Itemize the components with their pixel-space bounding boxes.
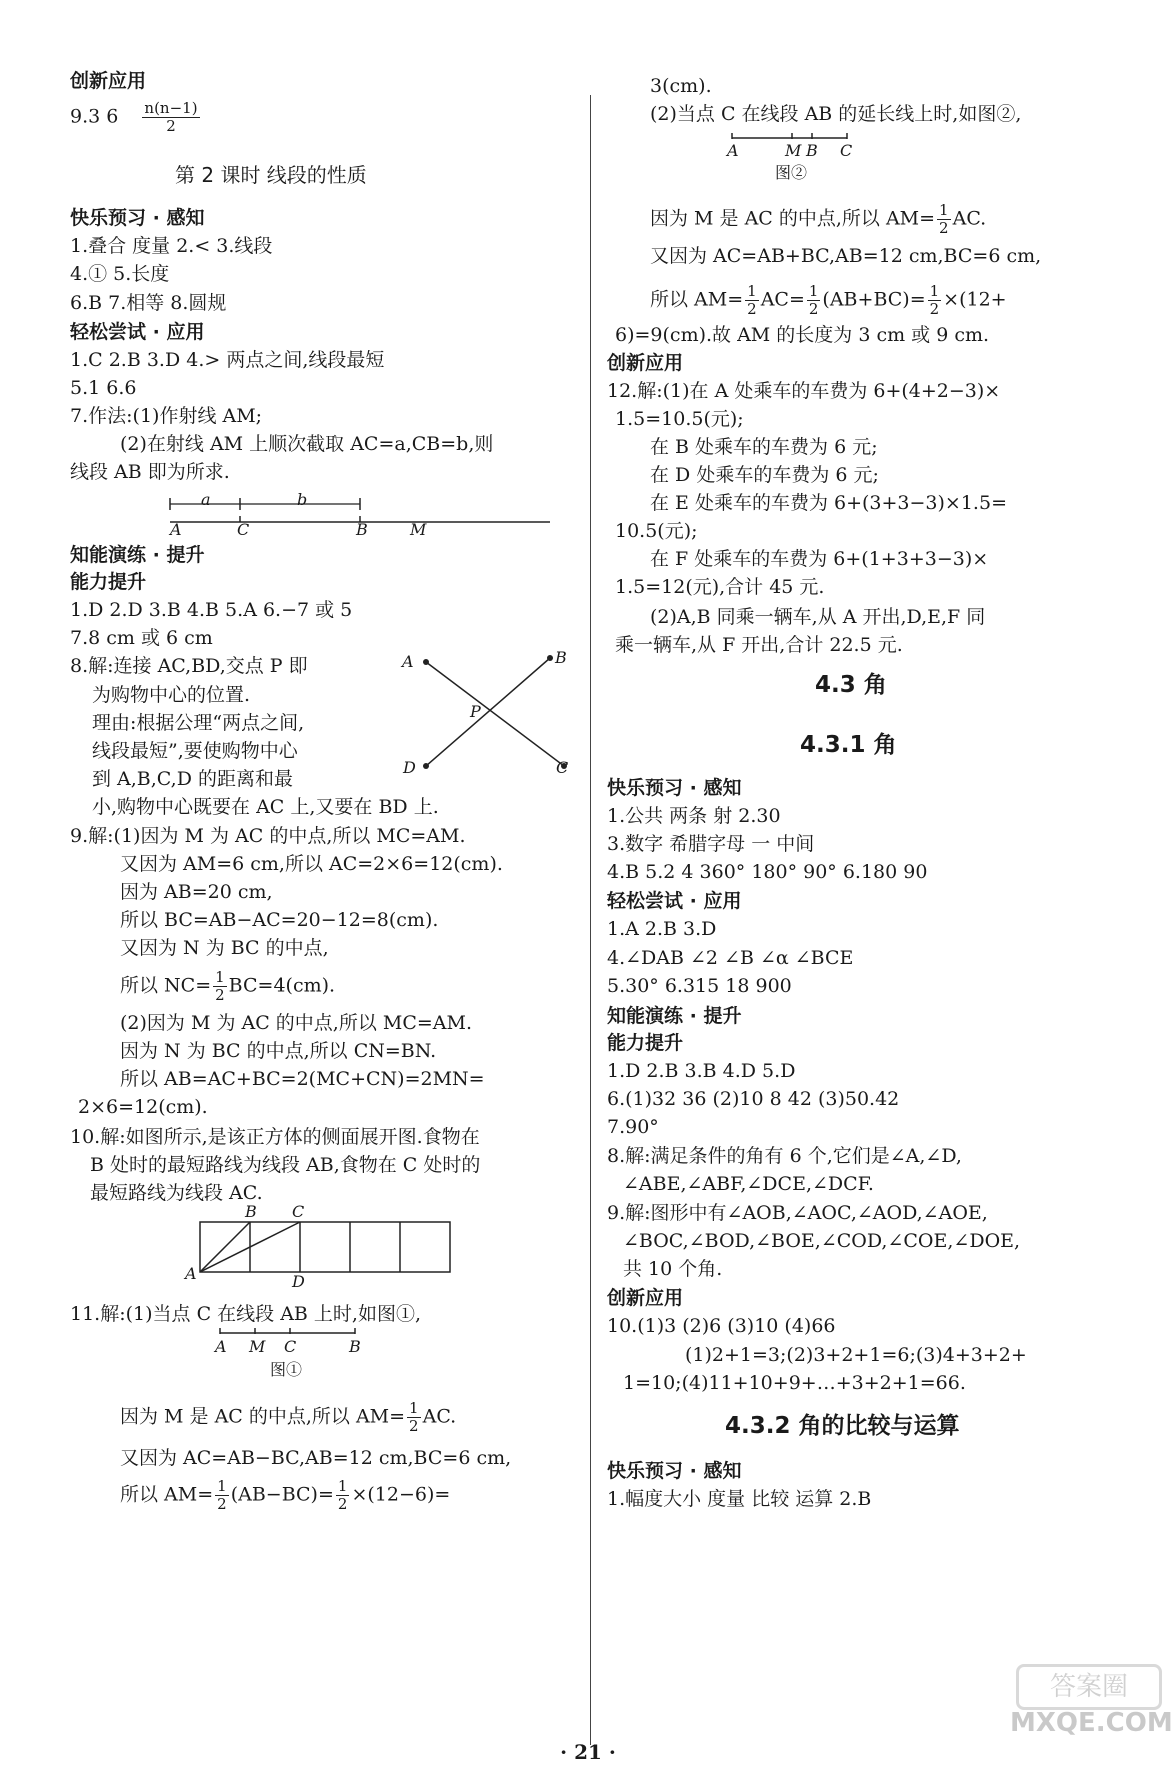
answer-line: 为购物中心的位置. [92,684,251,706]
answer-line [650,283,1007,318]
answer-line: 7.90° [607,1116,659,1138]
section-try: 轻松尝试 · 应用 [70,321,205,343]
answer-line: 11.解:(1)当点 C 在线段 AB 上时,如图①, [70,1303,421,1325]
answer-line: 10.解:如图所示,是该正方体的侧面展开图.食物在 [70,1126,480,1148]
answer-line: 在 F 处乘车的车费为 6+(1+3+3−3)× [650,548,989,570]
label-b: b [297,490,308,509]
answer-line: 8.解:满足条件的角有 6 个,它们是∠A,∠D, [607,1145,962,1167]
answer-line: 9.解:图形中有∠AOB,∠AOC,∠AOD,∠AOE, [607,1202,988,1224]
answer-line: 7.作法:(1)作射线 AM; [70,405,263,427]
answer-line: 在 D 处乘车的车费为 6 元; [650,464,879,486]
answer-line: 1.叠合 度量 2.< 3.线段 [70,235,273,257]
answer-line: (2)在射线 AM 上顺次截取 AC=a,CB=b,则 [120,433,494,455]
numerator: 1 [337,1477,348,1495]
answer-line: (2)A,B 同乘一辆车,从 A 开出,D,E,F 同 [650,606,986,628]
label-a: a [201,490,211,509]
answer-line: 线段 AB 即为所求. [70,461,230,483]
label-D: D [403,758,416,777]
answer-line: (1)2+1=3;(2)3+2+1=6;(3)4+3+2+ [685,1344,1027,1366]
label-A: A [170,520,182,539]
text: 所以 AM= [120,1483,214,1506]
watermark-text: MXQE.COM [1010,1708,1173,1738]
denominator: 2 [929,300,940,318]
answer-line: 乘一辆车,从 F 开出,合计 22.5 元. [615,634,903,656]
answer-line: 所以 AB=AC+BC=2(MC+CN)=2MN= [120,1068,485,1090]
label-B: B [555,648,567,667]
label-B: B [806,141,818,160]
denominator: 2 [808,300,819,318]
watermark-logo: 答案圈 [1016,1664,1162,1710]
label-B: B [349,1337,361,1356]
label-B: B [245,1202,257,1221]
answer-line: 4.① 5.长度 [70,263,170,285]
answer-line: 1.公共 两条 射 2.30 [607,805,781,827]
answer-line: 2×6=12(cm). [78,1096,208,1118]
label-C: C [556,758,569,777]
answer-line: 最短路线为线段 AC. [90,1182,263,1204]
answer-line: (2)当点 C 在线段 AB 的延长线上时,如图②, [650,103,1022,125]
label-P: P [470,702,481,721]
text: AC. [422,1405,457,1428]
label-A: A [727,141,739,160]
answer-line: 8.解:连接 AC,BD,交点 P 即 [70,655,308,677]
answer-line: 1=10;(4)11+10+9+…+3+2+1=66. [623,1372,966,1394]
section-try: 轻松尝试 · 应用 [607,890,742,912]
answer-line: 理由:根据公理“两点之间, [92,712,305,734]
answer-line: 1.D 2.D 3.B 4.B 5.A 6.−7 或 5 [70,599,353,621]
section-title-4-3-1: 4.3.1 角 [800,732,897,758]
answer-line [650,202,986,237]
column-divider [590,95,591,1745]
denominator: 2 [166,117,176,135]
figure-caption: 图① [270,1360,303,1379]
fraction [937,202,951,237]
answer-line: 1.C 2.B 3.D 4.> 两点之间,线段最短 [70,349,385,371]
lesson-title: 第 2 课时 线段的性质 [175,163,367,187]
section-ability: 能力提升 [607,1032,684,1054]
answer-line: 6)=9(cm).故 AM 的长度为 3 cm 或 9 cm. [615,324,990,346]
heading-innovation: 创新应用 [70,70,147,92]
label-C: C [840,141,853,160]
label-M: M [410,520,427,539]
answer-line: 3.数字 希腊字母 一 中间 [607,833,815,855]
answer-line: 5.1 6.6 [70,377,137,399]
figure-cube-net [200,1222,460,1274]
answer-line: 共 10 个角. [623,1258,723,1280]
answer-line [120,1478,450,1513]
section-innovation: 创新应用 [607,1287,684,1309]
answer-line: 又因为 AC=AB−BC,AB=12 cm,BC=6 cm, [120,1447,512,1469]
answer-line: 3(cm). [650,75,712,97]
answer-line [120,969,335,1004]
text: 因为 M 是 AC 的中点,所以 AM= [650,207,936,230]
section-title-4-3: 4.3 角 [815,672,887,698]
answer-line: 1.5=12(元),合计 45 元. [615,576,825,598]
numerator: 1 [929,282,940,300]
numerator: 1 [217,1477,227,1495]
fraction [336,1478,350,1513]
fraction [928,283,942,318]
answer-line: 小,购物中心既要在 AC 上,又要在 BD 上. [92,796,439,818]
label-M: M [249,1337,266,1356]
label-A: A [215,1337,227,1356]
page-number: · 21 · [560,1740,616,1764]
answer-line: 5.30° 6.315 18 900 [607,975,792,997]
answer-line: (2)因为 M 为 AC 的中点,所以 MC=AM. [120,1012,472,1034]
fraction [745,283,759,318]
answer-9-text: 9.3 6 [70,105,119,128]
answer-line: 12.解:(1)在 A 处乘车的车费为 6+(4+2−3)× [607,380,1001,402]
section-preview: 快乐预习 · 感知 [70,207,205,229]
answer-line: 1.幅度大小 度量 比较 运算 2.B [607,1488,872,1510]
answer-line: 10.5(元); [615,520,698,542]
section-practice: 知能演练 · 提升 [70,544,205,566]
answer-line: 因为 AB=20 cm, [120,881,273,903]
text: 因为 M 是 AC 的中点,所以 AM= [120,1405,406,1428]
section-innovation: 创新应用 [607,352,684,374]
answer-line: 因为 N 为 BC 的中点,所以 CN=BN. [120,1040,437,1062]
label-A: A [185,1264,197,1283]
answer-line: 4.∠DAB ∠2 ∠B ∠α ∠BCE [607,947,854,969]
label-A: A [402,652,414,671]
fraction [407,1400,421,1435]
section-preview: 快乐预习 · 感知 [607,777,742,799]
section-preview: 快乐预习 · 感知 [607,1460,742,1482]
label-B: B [356,520,368,539]
answer-line: 1.5=10.5(元); [615,408,744,430]
label-C: C [292,1202,305,1221]
answer-line: 又因为 AC=AB+BC,AB=12 cm,BC=6 cm, [650,245,1042,267]
text: ×(12+ [943,288,1007,311]
answer-line: 7.8 cm 或 6 cm [70,627,213,649]
numerator: 1 [808,282,819,300]
text: (AB−BC)= [230,1483,334,1506]
numerator: 1 [215,968,225,986]
text: ×(12−6)= [351,1483,451,1506]
label-C: C [284,1337,297,1356]
answer-line: 1.D 2.B 3.B 4.D 5.D [607,1060,796,1082]
answer-line: 6.(1)32 36 (2)10 8 42 (3)50.42 [607,1088,900,1110]
fraction [142,100,199,135]
denominator: 2 [747,300,757,318]
denominator: 2 [939,219,949,237]
text: (AB+BC)= [822,288,926,311]
answer-line: 在 B 处乘车的车费为 6 元; [650,436,878,458]
answer-line: 9.解:(1)因为 M 为 AC 的中点,所以 MC=AM. [70,825,466,847]
fraction [213,969,227,1004]
answer-line: 6.B 7.相等 8.圆规 [70,292,227,314]
numerator: 1 [747,282,757,300]
answer-line: ∠BOC,∠BOD,∠BOE,∠COD,∠COE,∠DOE, [623,1230,1021,1252]
section-practice: 知能演练 · 提升 [607,1005,742,1027]
figure-caption: 图② [775,163,808,182]
numerator: 1 [939,201,949,219]
answer-line: 4.B 5.2 4 360° 180° 90° 6.180 90 [607,861,928,883]
label-D: D [292,1272,305,1291]
text: BC=4(cm). [228,974,336,997]
answer-9 [70,100,202,135]
denominator: 2 [409,1417,419,1435]
figure-intersection [420,648,570,773]
text: AC= [760,288,805,311]
answer-line: ∠ABE,∠ABF,∠DCE,∠DCF. [623,1173,874,1195]
label-M: M [785,141,802,160]
section-title-4-3-2: 4.3.2 角的比较与运算 [725,1413,960,1439]
fraction [807,283,821,318]
text: 所以 AM= [650,288,744,311]
answer-line: 又因为 AM=6 cm,所以 AC=2×6=12(cm). [120,853,503,875]
numerator: 1 [409,1399,419,1417]
answer-line: 10.(1)3 (2)6 (3)10 (4)66 [607,1315,836,1337]
answer-line: 到 A,B,C,D 的距离和最 [92,768,293,790]
numerator: n(n−1) [144,99,198,117]
answer-line: 1.A 2.B 3.D [607,918,717,940]
label-C: C [237,520,250,539]
denominator: 2 [215,986,225,1004]
answer-line [120,1400,456,1435]
fraction [215,1478,229,1513]
answer-line: 线段最短”,要使购物中心 [92,740,298,762]
denominator: 2 [217,1495,227,1513]
text: 所以 NC= [120,974,212,997]
text: AC. [952,207,987,230]
answer-line: 又因为 N 为 BC 的中点, [120,937,329,959]
section-ability: 能力提升 [70,571,147,593]
answer-line: 所以 BC=AB−AC=20−12=8(cm). [120,909,439,931]
denominator: 2 [337,1495,348,1513]
answer-line: 在 E 处乘车的车费为 6+(3+3−3)×1.5= [650,492,1007,514]
answer-line: B 处时的最短路线为线段 AB,食物在 C 处时的 [90,1154,481,1176]
